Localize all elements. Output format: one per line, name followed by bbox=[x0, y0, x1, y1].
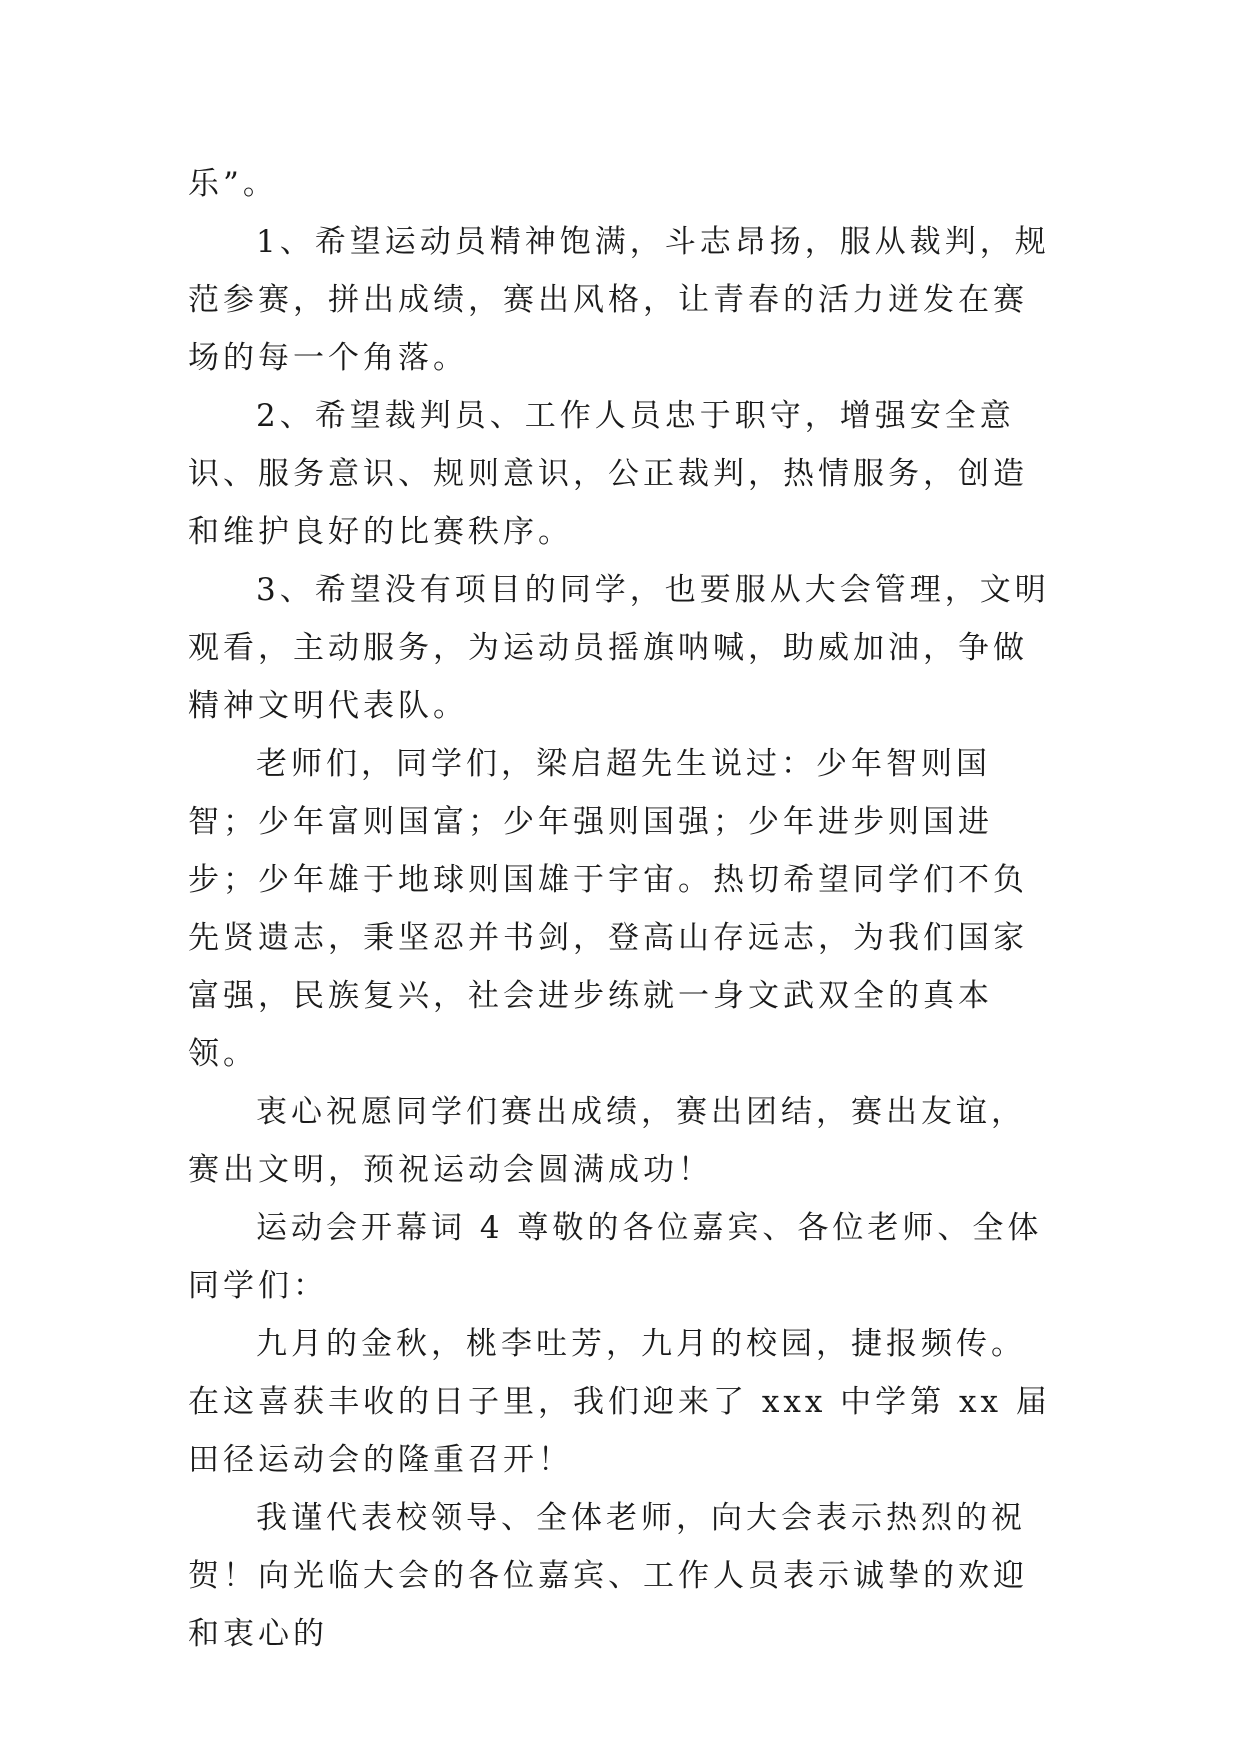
paragraph-wishes: 衷心祝愿同学们赛出成绩，赛出团结，赛出友谊，赛出文明，预祝运动会圆满成功！ bbox=[188, 1094, 1026, 1188]
paragraph-congratulations: 我谨代表校领导、全体老师，向大会表示热烈的祝贺！向光临大会的各位嘉宾、工作人员表示诚挚的欢迎和衷心的 bbox=[188, 1500, 1028, 1652]
document-body bbox=[188, 155, 1060, 1663]
paragraph-continuation: 乐”。 bbox=[188, 166, 278, 202]
paragraph-liang-qichao-quote: 老师们，同学们，梁启超先生说过：少年智则国智；少年富则国富；少年强则国强；少年进步则国进步；少年雄于地球则国雄于宇宙。热切希望同学们不负先贤遗志，秉坚忍并书剑，登高山存远志，为我们国家富强，民族复兴，社会进步练就一身文武双全的真本领。 bbox=[188, 746, 1028, 1072]
paragraph-athletes-hope: 1、希望运动员精神饱满，斗志昂扬，服从裁判，规范参赛，拼出成绩，赛出风格，让青春的活力迸发在赛场的每一个角落。 bbox=[188, 224, 1050, 376]
paragraph-referees-hope: 2、希望裁判员、工作人员忠于职守，增强安全意识、服务意识、规则意识，公正裁判，热情服务，创造和维护良好的比赛秩序。 bbox=[188, 398, 1028, 550]
paragraph-spectators-hope: 3、希望没有项目的同学，也要服从大会管理，文明观看，主动服务，为运动员摇旗呐喊，助威加油，争做精神文明代表队。 bbox=[188, 572, 1050, 724]
paragraph-autumn-opening: 九月的金秋，桃李吐芳，九月的校园，捷报频传。在这喜获丰收的日子里，我们迎来了 xxx 中学第 xx 届田径运动会的隆重召开！ bbox=[188, 1326, 1051, 1478]
paragraph-speech-4-greeting: 运动会开幕词 4 尊敬的各位嘉宾、各位老师、全体同学们： bbox=[188, 1210, 1043, 1304]
